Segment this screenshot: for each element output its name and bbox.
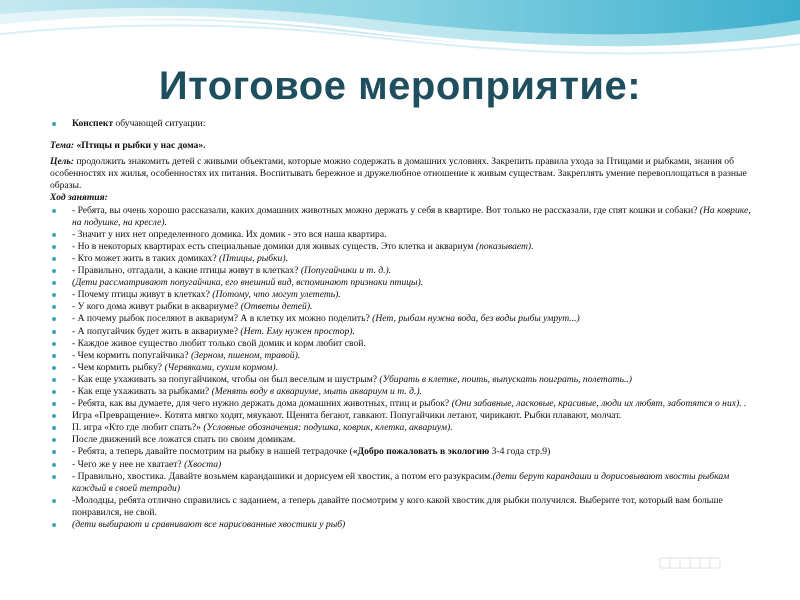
list-item: - Правильно, отгадали, а какие птицы живут в клетках? (Попугайчики и т. д.). [50, 265, 760, 277]
list-item: П. игра «Кто где любит спать?» (Условные обозначения: подушка, коврик, клетка, аквариум). [50, 422, 760, 434]
list-item: -Молодцы, ребята отлично справились с заданием, а теперь давайте посмотрим у кого какой хвостик для рыбки получился. Выберите тот, который вам больше понравился, не свой. [50, 495, 760, 519]
list-item: - Каждое живое существо любит только свой домик и корм любит свой. [50, 338, 760, 350]
list-item: - Кто может жить в таких домиках? (Птицы, рыбки). [50, 253, 760, 265]
list-item: - Как еще ухаживать за рыбками? (Менять воду в аквариуме, мыть аквариум и т. д.). [50, 386, 760, 398]
list-item: - Ребята, вы очень хорошо рассказали, каких домашних животных можно держать у себя в квартире. Вот только не рассказали, где спят кошки и собаки? (На коврике, на подушке, на кресле). [50, 205, 760, 229]
list-item: - Чего же у нее не хватает? (Хвоста) [50, 459, 760, 471]
list-item: - А почему рыбок поселяют в аквариум? А в клетку их можно поделить? (Нет, рыбам нужна вода, без воды рыбы умрут...) [50, 313, 760, 325]
decorative-wave-header [0, 0, 800, 70]
list-item: - А попугайчик будет жить в аквариуме? (Нет. Ему нужен простор). [50, 326, 760, 338]
hod-heading: Ход занятия: [50, 192, 108, 204]
cel-line: Цель: продолжить знакомить детей с живыми объектами, которые можно содержать в домашних условиях. Закрепить правила ухода за Птицами и рыбками, знания об особенностях их жилья, особенностях их питания. Воспитывать бережное и дружелюбное отношение к живым существам. Закреплять умение перевоплощаться в разные образы. [50, 156, 747, 192]
watermark-logo [640, 540, 740, 590]
list-item: - Почему птицы живут в клетках? (Потому, что могут улететь). [50, 289, 760, 301]
list-item: - У кого дома живут рыбки в аквариуме? (Ответы детей). [50, 301, 760, 313]
lesson-content [50, 118, 760, 531]
list-item: - Чем кормить рыбку? (Червяками, сухим кормом). [50, 362, 760, 374]
list-item: - Чем кормить попугайчика? (Зерном, пшеном, травой). [50, 350, 760, 362]
list-item: - Как еще ухаживать за попугайчиком, чтобы он был веселым и шустрым? (Убирать в клетке, поить, выпускать поиграть, полетать..) [50, 374, 760, 386]
list-item: (Дети рассматривают попугайчика, его внешний вид, вспоминают признаки птицы). [50, 277, 760, 289]
list-item: - Правильно, хвостика. Давайте возьмем карандашики и дорисуем ей хвостик, а потом его разукрасим.(дети берут карандаши и дорисовывают хвосты рыбкам каждый в своей тетради) [50, 471, 760, 495]
list-item: (дети выбирают и сравнивают все нарисованные хвостики у рыб) [50, 519, 760, 531]
list-item: - Ребята, а теперь давайте посмотрим на рыбку в нашей тетрадочке («Добро пожаловать в экологию 3-4 года стр.9) [50, 446, 760, 458]
konspekt-line: Конспект обучающей ситуации: [50, 118, 760, 130]
slide-title: Итоговое мероприятие: [158, 64, 642, 108]
list-item: После движений все ложатся спать по своим домикам. [50, 434, 760, 446]
list-item: - Значит у них нет определенного домика. Их домик - это вся наша квартира. [50, 229, 760, 241]
list-item: Игра «Превращение». Котята мягко ходят, мяукают. Щенята бегают, гавкают. Попугайчики летают, чирикают. Рыбки плавают, молчат. [50, 410, 760, 422]
list-item: - Но в некоторых квартирах есть специальные домики для живых существ. Это клетка и аквариум (показывает). [50, 241, 760, 253]
dialog-lines [50, 205, 760, 532]
list-item: - Ребята, как вы думаете, для чего нужно держать дома домашних животных, птиц и рыбок? (Они забавные, ласковые, красивые, люди их любят, заботятся о них). . [50, 398, 760, 410]
tema-line: Тема: «Птицы и рыбки у нас дома». [50, 140, 206, 152]
